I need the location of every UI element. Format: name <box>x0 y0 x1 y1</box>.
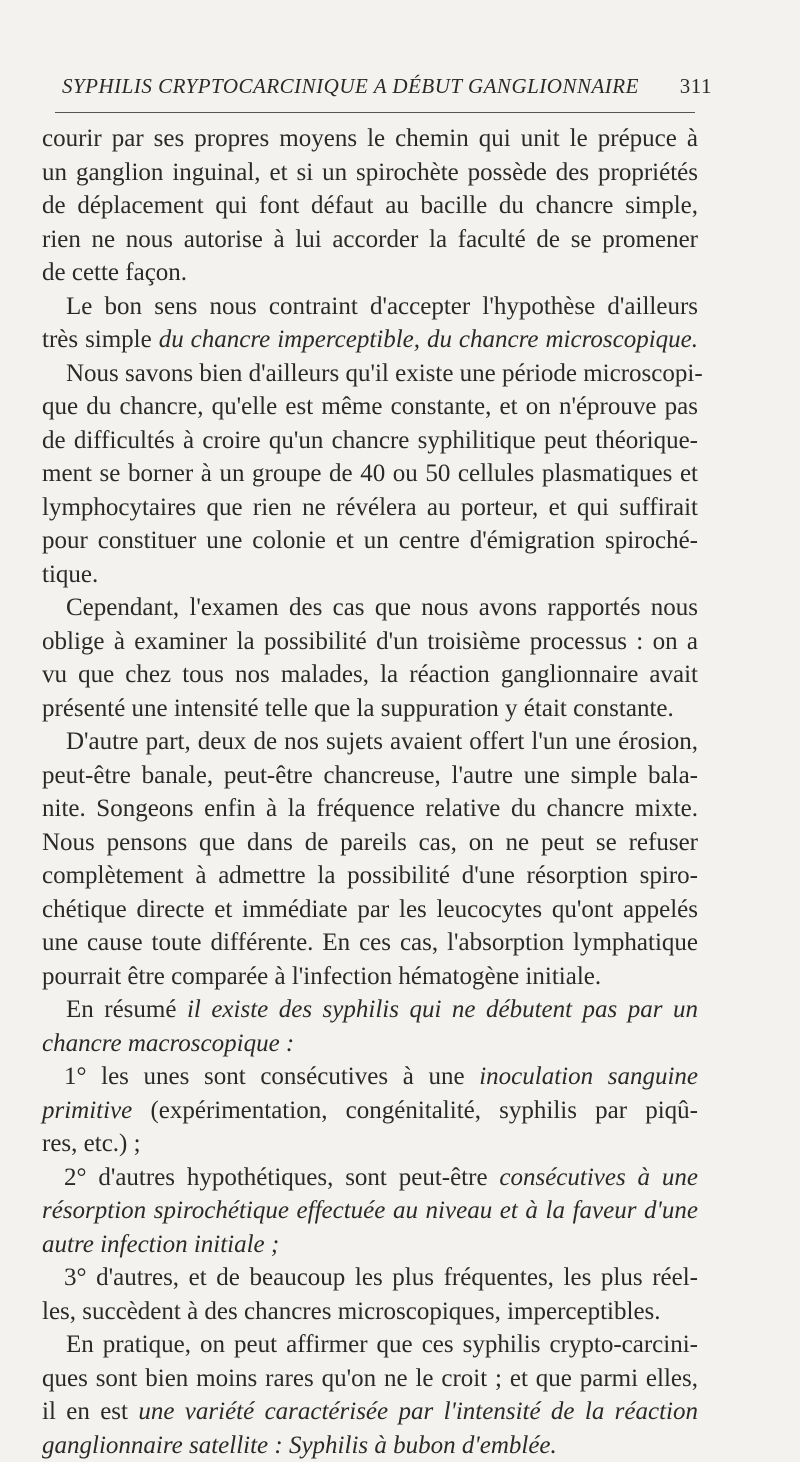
text-line: chétique directe et immédiate par les leucocytes qu'ont appelés <box>42 893 698 927</box>
text-line: ques sont bien moins rares qu'on ne le croit ; et que parmi elles, <box>42 1362 698 1396</box>
italic-segment: il existe des syphilis qui ne débutent pas par un <box>187 996 698 1023</box>
text-segment: En résumé <box>66 996 187 1023</box>
body-text <box>42 122 698 1462</box>
italic-segment: inoculation sanguine <box>479 1063 698 1090</box>
text-line: res, etc.) ; <box>42 1127 698 1161</box>
text-line: vu que chez tous nos malades, la réaction ganglionnaire avait <box>42 658 698 692</box>
text-line <box>42 1094 698 1128</box>
text-line: complètement à admettre la possibilité d'une résorption spiro- <box>42 859 698 893</box>
text-line: tique. <box>42 558 698 592</box>
text-line: 3° d'autres, et de beaucoup les plus fréquentes, les plus réel- <box>42 1261 698 1295</box>
text-line: pourrait être comparée à l'infection hématogène initiale. <box>42 960 698 994</box>
text-segment: (expérimentation, congénitalité, syphilis par piqû- <box>132 1097 698 1124</box>
text-line: D'autre part, deux de nos sujets avaient offert l'un une érosion, <box>42 725 698 759</box>
text-line: présenté une intensité telle que la suppuration y était constante. <box>42 692 698 726</box>
text-line <box>42 1228 698 1262</box>
text-line: de difficultés à croire qu'un chancre syphilitique peut théorique- <box>42 424 698 458</box>
text-line: Nous pensons que dans de pareils cas, on ne peut se refuser <box>42 826 698 860</box>
text-line: rien ne nous autorise à lui accorder la faculté de se promener <box>42 223 698 257</box>
text-line <box>42 1429 698 1462</box>
text-segment: très simple <box>42 326 159 353</box>
text-line: En pratique, on peut affirmer que ces syphilis crypto-carcini- <box>42 1328 698 1362</box>
text-line: peut-être banale, peut-être chancreuse, l'autre une simple bala- <box>42 759 698 793</box>
text-line <box>42 1194 698 1228</box>
italic-segment: du chancre imperceptible, du chancre microscopique. <box>159 326 698 353</box>
text-line <box>42 1060 698 1094</box>
italic-segment: consécutives à une <box>499 1164 698 1191</box>
text-line: Le bon sens nous contraint d'accepter l'hypothèse d'ailleurs <box>42 290 698 324</box>
italic-segment: résorption spirochétique effectuée au niveau et à la faveur d'une <box>42 1197 698 1224</box>
text-line <box>42 1161 698 1195</box>
text-line: nite. Songeons enfin à la fréquence relative du chancre mixte. <box>42 792 698 826</box>
page-header <box>62 74 712 104</box>
running-title: SYPHILIS CRYPTOCARCINIQUE A DÉBUT GANGLIONNAIRE <box>62 74 639 99</box>
text-line: Cependant, l'examen des cas que nous avons rapportés nous <box>42 591 698 625</box>
page-number: 311 <box>680 74 712 99</box>
text-segment: 2° d'autres hypothétiques, sont peut-être <box>64 1164 499 1191</box>
italic-segment: chancre macroscopique : <box>42 1030 294 1057</box>
text-line: une cause toute différente. En ces cas, l'absorption lymphatique <box>42 926 698 960</box>
text-line <box>42 323 698 357</box>
text-line: que du chancre, qu'elle est même constante, et on n'éprouve pas <box>42 390 698 424</box>
italic-segment: une variété caractérisée par l'intensité de la réaction <box>138 1398 698 1425</box>
text-line <box>42 993 698 1027</box>
text-line: ment se borner à un groupe de 40 ou 50 cellules plasmatiques et <box>42 457 698 491</box>
text-line: les, succèdent à des chancres microscopiques, imperceptibles. <box>42 1295 698 1329</box>
text-line: de déplacement qui font défaut au bacille du chancre simple, <box>42 189 698 223</box>
text-line: lymphocytaires que rien ne révélera au porteur, et qui suffirait <box>42 491 698 525</box>
text-line <box>42 1395 698 1429</box>
text-line: un ganglion inguinal, et si un spirochète possède des propriétés <box>42 156 698 190</box>
text-line: pour constituer une colonie et un centre d'émigration spiroché- <box>42 524 698 558</box>
italic-segment: autre infection initiale ; <box>42 1231 279 1258</box>
italic-segment: primitive <box>42 1097 132 1124</box>
italic-segment: ganglionnaire satellite : Syphilis à bubon d'emblée. <box>42 1432 557 1459</box>
header-rule <box>55 112 695 113</box>
text-line: Nous savons bien d'ailleurs qu'il existe une période microscopi- <box>42 357 698 391</box>
text-segment: 1° les unes sont consécutives à une <box>64 1063 479 1090</box>
text-line <box>42 1027 698 1061</box>
text-line: courir par ses propres moyens le chemin qui unit le prépuce à <box>42 122 698 156</box>
text-segment: il en est <box>42 1398 138 1425</box>
text-line: oblige à examiner la possibilité d'un troisième processus : on a <box>42 625 698 659</box>
text-line: de cette façon. <box>42 256 698 290</box>
